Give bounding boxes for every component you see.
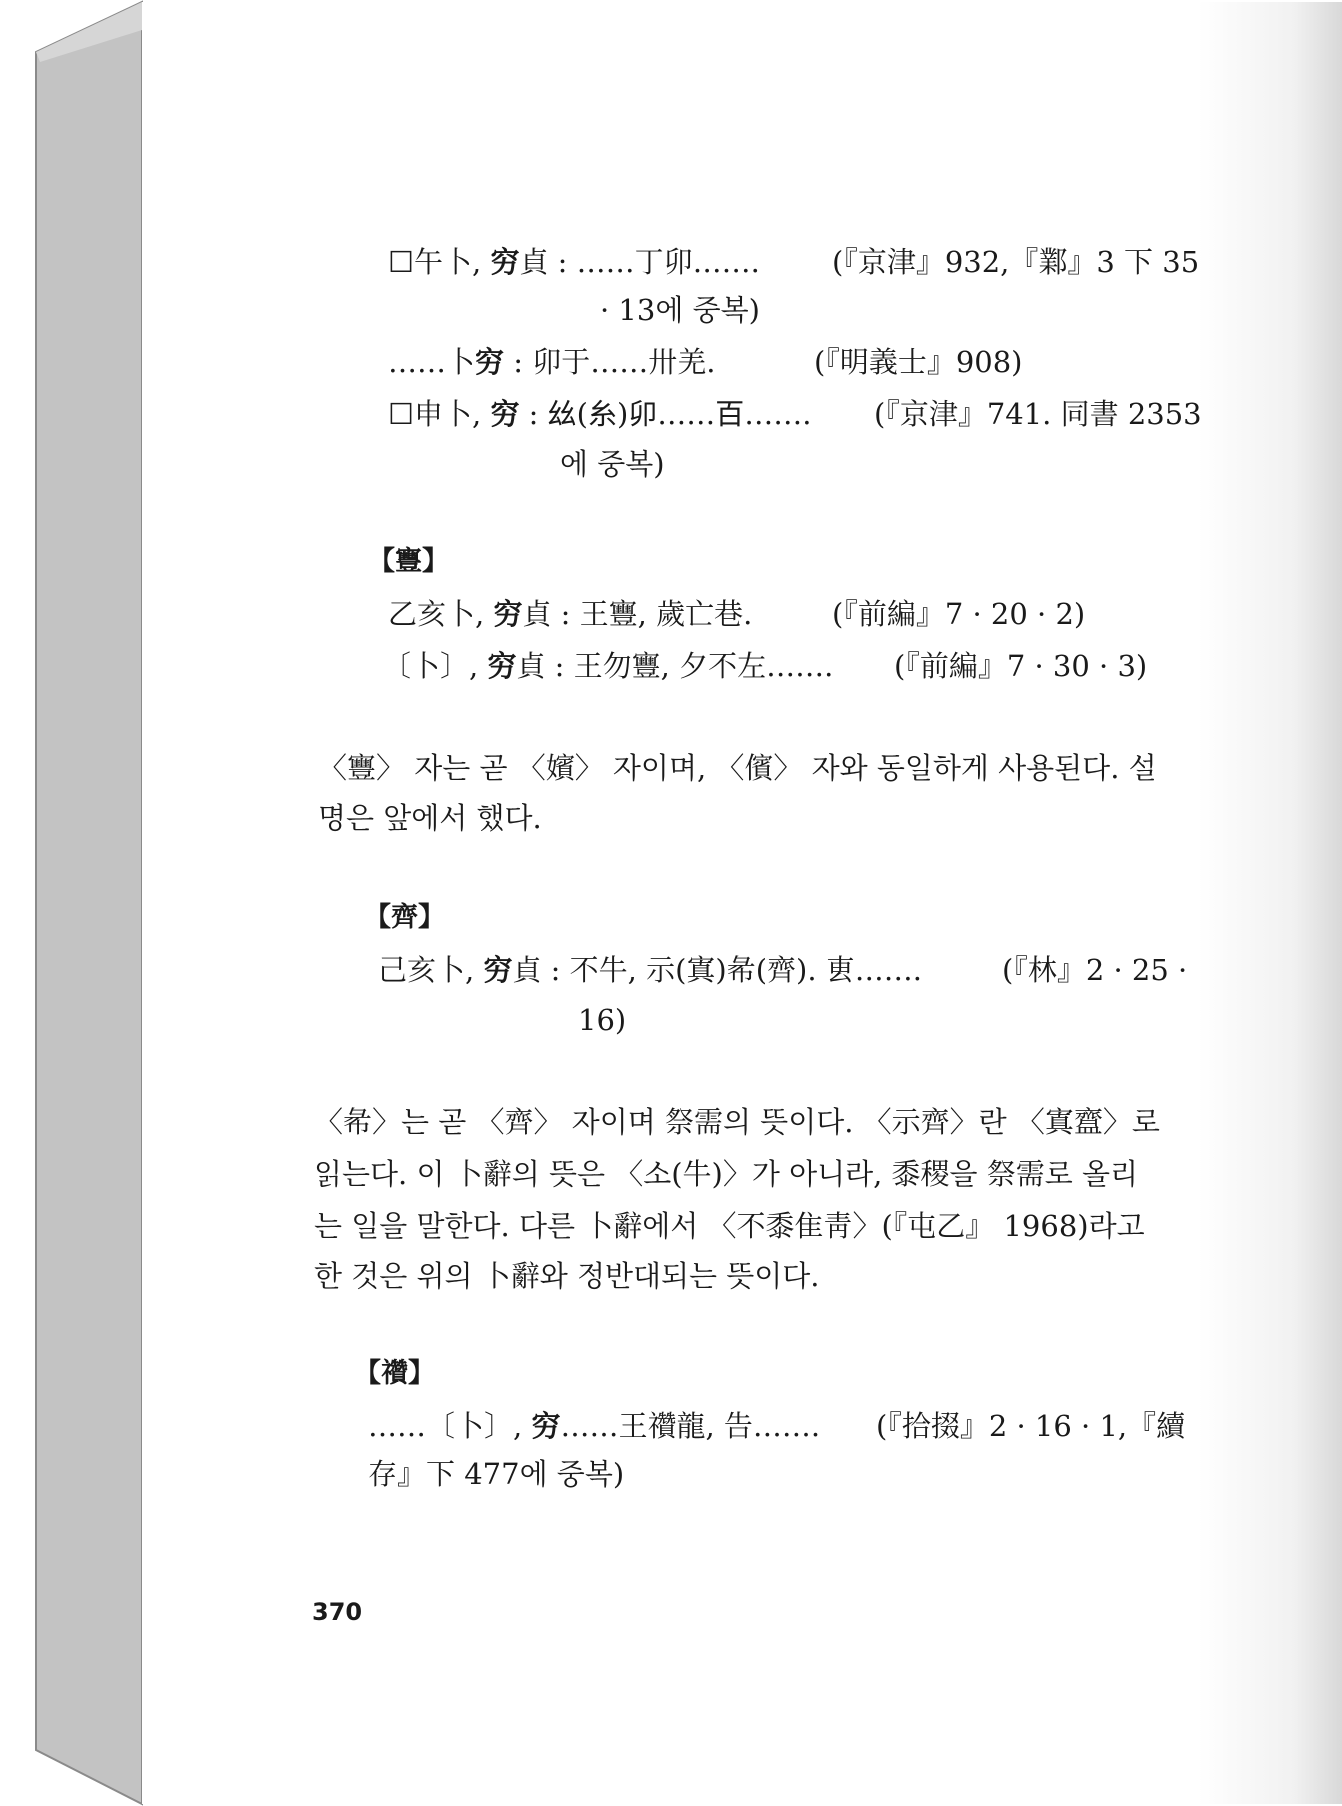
section-heading: 【齊】 <box>364 902 445 933</box>
entry-continuation: 에 중복) <box>560 447 665 481</box>
entry-source: (『前編』7 · 20 · 2) <box>832 597 1086 631</box>
commentary-line: 는 일을 말한다. 다른 卜辭에서 〈不黍隹靑〉(『屯乙』 1968)라고 <box>314 1209 1145 1243</box>
entry-source: (『京津』932,『鄴』3 下 35 <box>832 245 1200 279</box>
oracle-entry: 〔卜〕, 穷貞 : 王勿寷, 夕不左……. <box>382 649 834 683</box>
commentary-line: 명은 앞에서 했다. <box>318 801 542 835</box>
oracle-entry: 乙亥卜, 穷貞 : 王寷, 歲亡巷. <box>388 597 753 631</box>
entry-continuation: 存』下 477에 중복) <box>368 1457 625 1491</box>
commentary-line: 한 것은 위의 卜辭와 정반대되는 뜻이다. <box>314 1259 820 1293</box>
entry-continuation: 16) <box>578 1003 627 1037</box>
entry-source: (『前編』7 · 30 · 3) <box>894 649 1148 683</box>
oracle-entry: ☐申卜, 穷 : 𢆶(糸)卯……百……. <box>388 397 812 431</box>
oracle-entry: ☐午卜, 穷貞 : ……丁卯……. <box>388 245 760 279</box>
section-heading: 【禶】 <box>354 1358 435 1389</box>
oracle-entry: 己亥卜, 穷貞 : 不牛, 示(寘)㣇(齊). 叀……. <box>378 953 923 987</box>
oracle-entry: ……〔卜〕, 穷……王禶龍, 告……. <box>368 1409 821 1443</box>
oracle-entry: ……卜穷 : 卯于……卅羌. <box>388 345 716 379</box>
entry-source: (『京津』741. 同書 2353 <box>874 397 1202 431</box>
page-number: 370 <box>312 1598 363 1626</box>
book-spine <box>0 0 160 1806</box>
section-heading: 【寷】 <box>368 546 449 577</box>
entry-source: (『林』2 · 25 · <box>1002 953 1188 987</box>
commentary-line: 읽는다. 이 卜辭의 뜻은 〈소(牛)〉가 아니라, 黍稷을 祭需로 올리 <box>314 1157 1139 1191</box>
entry-source: (『拾掇』2 · 16 · 1,『續 <box>876 1409 1186 1443</box>
entry-continuation: · 13에 중복) <box>600 293 760 327</box>
page <box>142 2 1342 1804</box>
entry-source: (『明義士』908) <box>814 345 1023 379</box>
commentary-line: 〈㣇〉는 곧 〈齊〉 자이며 祭需의 뜻이다. 〈示齊〉란 〈寘齍〉로 <box>314 1105 1160 1139</box>
commentary-line: 〈寷〉 자는 곧 〈嬪〉 자이며, 〈儐〉 자와 동일하게 사용된다. 설 <box>318 751 1157 785</box>
